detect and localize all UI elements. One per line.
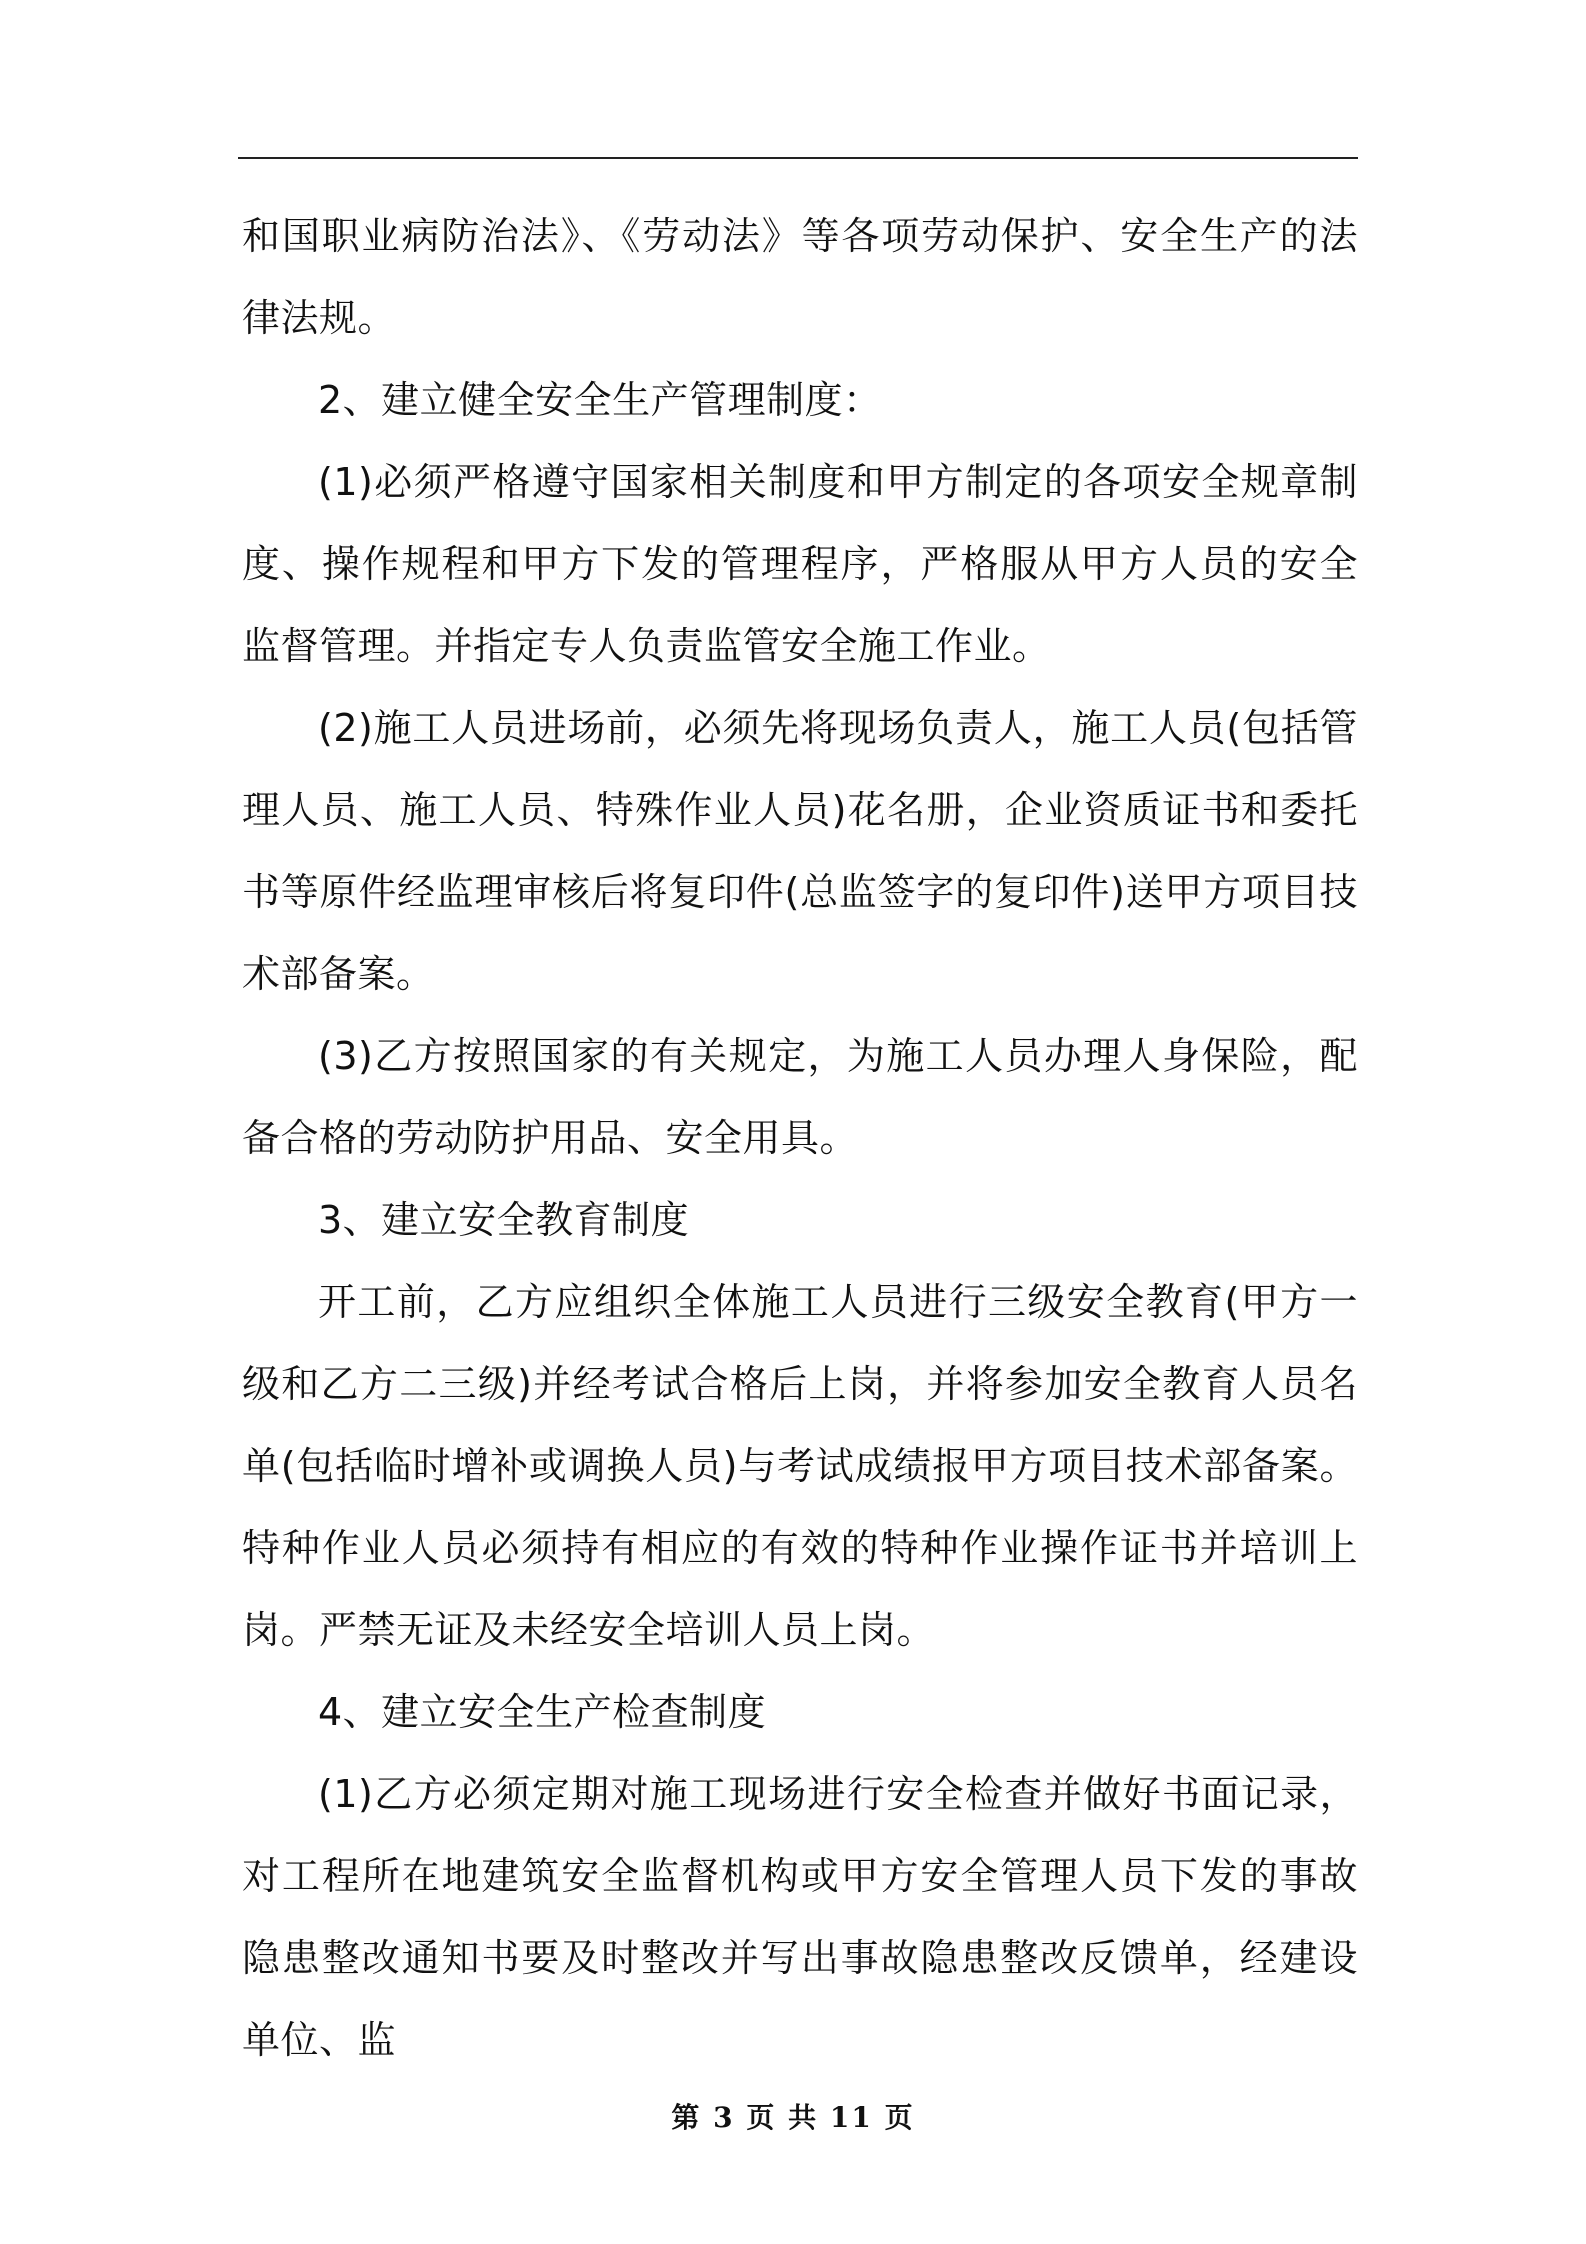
paragraph-4-1: (1)乙方必须定期对施工现场进行安全检查并做好书面记录，对工程所在地建筑安全监督机构或甲方安全管理人员下发的事故隐患整改通知书要及时整改并写出事故隐患整改反馈单，经建设单位、监 <box>242 1772 1358 2062</box>
paragraph-law-continuation: 和国职业病防治法》、《劳动法》等各项劳动保护、安全生产的法律法规。 <box>242 214 1358 340</box>
section-heading-4: 4、建立安全生产检查制度 <box>318 1690 767 1734</box>
paragraph-2-3: (3)乙方按照国家的有关规定，为施工人员办理人身保险，配备合格的劳动防护用品、安全用具。 <box>242 1034 1358 1160</box>
paragraph-2-2: (2)施工人员进场前，必须先将现场负责人，施工人员(包括管理人员、施工人员、特殊作业人员)花名册，企业资质证书和委托书等原件经监理审核后将复印件(总监签字的复印件)送甲方项目技术部备案。 <box>242 706 1358 996</box>
header-rule <box>238 157 1358 159</box>
paragraph-2-1: (1)必须严格遵守国家相关制度和甲方制定的各项安全规章制度、操作规程和甲方下发的管理程序，严格服从甲方人员的安全监督管理。并指定专人负责监管安全施工作业。 <box>242 460 1358 668</box>
section-heading-2: 2、建立健全安全生产管理制度： <box>318 378 882 422</box>
document-body <box>242 195 1358 2081</box>
section-heading-3: 3、建立安全教育制度 <box>318 1198 690 1242</box>
paragraph-3: 开工前，乙方应组织全体施工人员进行三级安全教育(甲方一级和乙方二三级)并经考试合格后上岗，并将参加安全教育人员名单(包括临时增补或调换人员)与考试成绩报甲方项目技术部备案。特种作业人员必须持有相应的有效的特种作业操作证书并培训上岗。严禁无证及未经安全培训人员上岗。 <box>242 1280 1358 1652</box>
page-number-footer: 第 3 页 共 11 页 <box>671 2101 915 2134</box>
